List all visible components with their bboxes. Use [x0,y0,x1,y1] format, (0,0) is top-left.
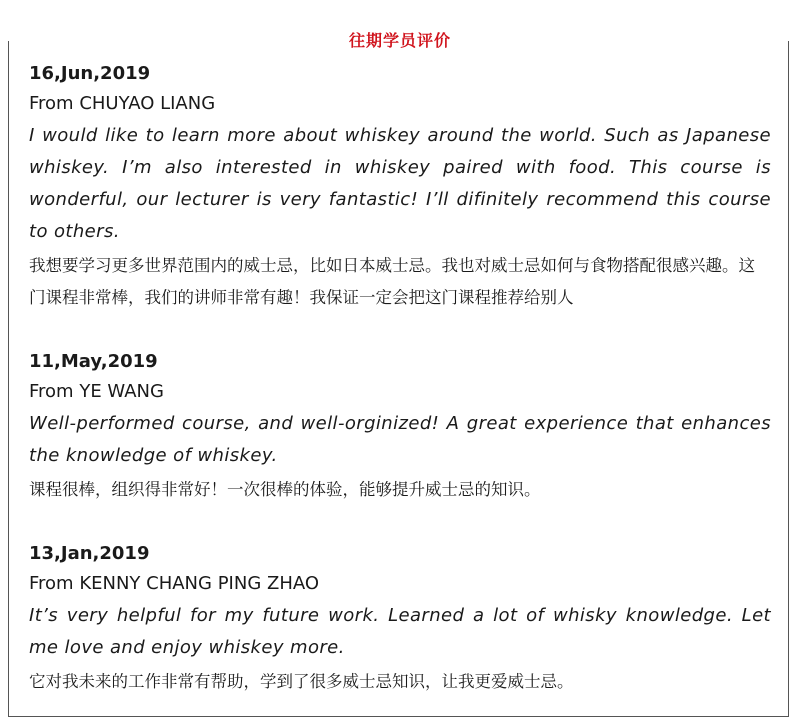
review-date: 11,May,2019 [29,351,158,372]
review-chinese-text: 课程很棒，组织得非常好！一次很棒的体验，能够提升威士忌的知识。 [29,480,541,499]
review-author: From YE WANG [29,381,164,402]
review-chinese-text: 我想要学习更多世界范围内的威士忌，比如日本威士忌。我也对威士忌如何与食物搭配很感兴趣。这门课程非常棒，我们的讲师非常有趣！我保证一定会把这门课程推荐给别人 [29,256,755,307]
review-chinese-text: 它对我未来的工作非常有帮助，学到了很多威士忌知识，让我更爱威士忌。 [29,672,574,691]
review-english-text: I would like to learn more about whiskey around the world. Such as Japanese whiskey. I’m also interested in whiskey paired with food. This course is wonderful, our lecturer is very fantastic! I’ll difinitely recommend this course to others. [29,125,771,242]
review-date: 16,Jun,2019 [29,63,151,84]
section-heading: 往期学员评价 [348,31,451,50]
review-item [29,61,771,314]
review-author: From CHUYAO LIANG [29,93,216,114]
review-english-text: Well-performed course, and well-orginized! A great experience that enhances the knowledge of whiskey. [29,413,771,466]
review-english-text: It’s very helpful for my future work. Learned a lot of whisky knowledge. Let me love and enjoy whiskey more. [29,605,771,658]
review-item [29,541,771,698]
review-item [29,349,771,506]
review-author: From KENNY CHANG PING ZHAO [29,573,320,594]
review-date: 13,Jan,2019 [29,543,150,564]
